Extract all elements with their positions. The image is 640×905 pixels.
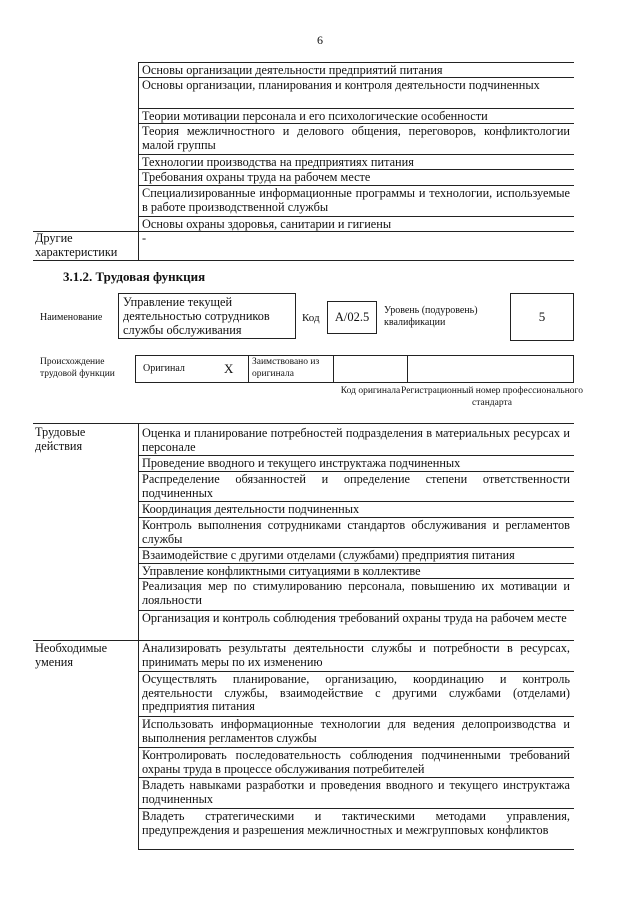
knowledge-row: Основы организации деятельности предприятий питания <box>138 62 574 77</box>
skills-label: Необходимые умения <box>35 641 108 669</box>
original-label: Оригинал <box>143 363 185 374</box>
skill-row: Анализировать результаты деятельности службы и потребности в ресурсах, принимать меры по их изменению <box>142 641 570 669</box>
knowledge-row: Технологии производства на предприятиях питания <box>138 154 574 169</box>
other-label: Другие характеристики <box>35 231 118 259</box>
name-label: Наименование <box>40 312 103 323</box>
skill-row: Осуществлять планирование, организацию, координацию и контроль деятельности службы, взаимодействие с другими службами (отделами) предприятия питания <box>138 671 574 716</box>
section-title: 3.1.2. Трудовая функция <box>63 269 206 284</box>
action-row: Управление конфликтными ситуациями в коллективе <box>138 563 574 578</box>
origin-label: Происхождение трудовой функции <box>40 357 115 379</box>
knowledge-row: Требования охраны труда на рабочем месте <box>138 169 574 185</box>
action-row: Реализация мер по стимулированию персонала, повышению их мотивации и лояльности <box>138 578 574 610</box>
knowledge-row: Теория межличностного и делового общения, переговоров, конфликтологии малой группы <box>138 123 574 154</box>
function-code: A/02.5 <box>327 301 377 334</box>
page-number: 6 <box>317 33 323 47</box>
function-name: Управление текущей деятельностью сотрудников службы обслуживания <box>118 293 296 339</box>
borrowed-label: Заимствовано из оригинала <box>252 357 320 379</box>
code-label: Код <box>302 312 320 324</box>
action-row: Проведение вводного и текущего инструктажа подчиненных <box>138 455 574 471</box>
knowledge-row: Теории мотивации персонала и его психологические особенности <box>138 108 574 123</box>
level-value: 5 <box>510 293 574 341</box>
code-caption: Код оригинала <box>340 386 401 396</box>
original-code-cell <box>333 355 408 383</box>
knowledge-table <box>33 62 574 260</box>
actions-table <box>33 423 574 850</box>
action-row: Организация и контроль соблюдения требований охраны труда на рабочем месте <box>138 610 574 640</box>
skill-row: Использовать информационные технологии для ведения делопроизводства и выполнения регламентов службы <box>138 716 574 747</box>
other-value: - <box>142 231 147 245</box>
knowledge-row: Основы охраны здоровья, санитарии и гигиены <box>138 216 574 231</box>
skill-row: Владеть навыками разработки и проведения вводного и текущего инструктажа подчиненных <box>138 777 574 808</box>
action-row: Взаимодействие с другими отделами (службами) предприятия питания <box>138 547 574 563</box>
original-mark: X <box>224 361 234 376</box>
reg-number-cell <box>407 355 574 383</box>
actions-label: Трудовые действия <box>35 425 86 453</box>
knowledge-row: Специализированные информационные программы и технологии, используемые в работе производственной службы <box>138 185 574 216</box>
action-row: Контроль выполнения сотрудниками стандартов обслуживания и регламентов службы <box>138 517 574 547</box>
skill-row: Владеть стратегическими и тактическими методами управления, предупреждения и разрешения межличностных и межгрупповых конфликтов <box>138 808 574 850</box>
level-label: Уровень (подуровень) квалификации <box>384 305 478 328</box>
knowledge-row: Основы организации, планирования и контроля деятельности подчиненных <box>138 77 574 108</box>
action-row: Координация деятельности подчиненных <box>138 501 574 517</box>
skill-row: Контролировать последовательность соблюдения подчиненными требований охраны труда в процессе обслуживания потребителей <box>138 747 574 777</box>
reg-caption: Регистрационный номер профессионального стандарта <box>401 386 583 408</box>
action-row: Оценка и планирование потребностей подразделения в материальных ресурсах и персонале <box>142 426 570 454</box>
table-rule <box>33 260 574 261</box>
action-row: Распределение обязанностей и определение степени ответственности подчиненных <box>138 471 574 501</box>
